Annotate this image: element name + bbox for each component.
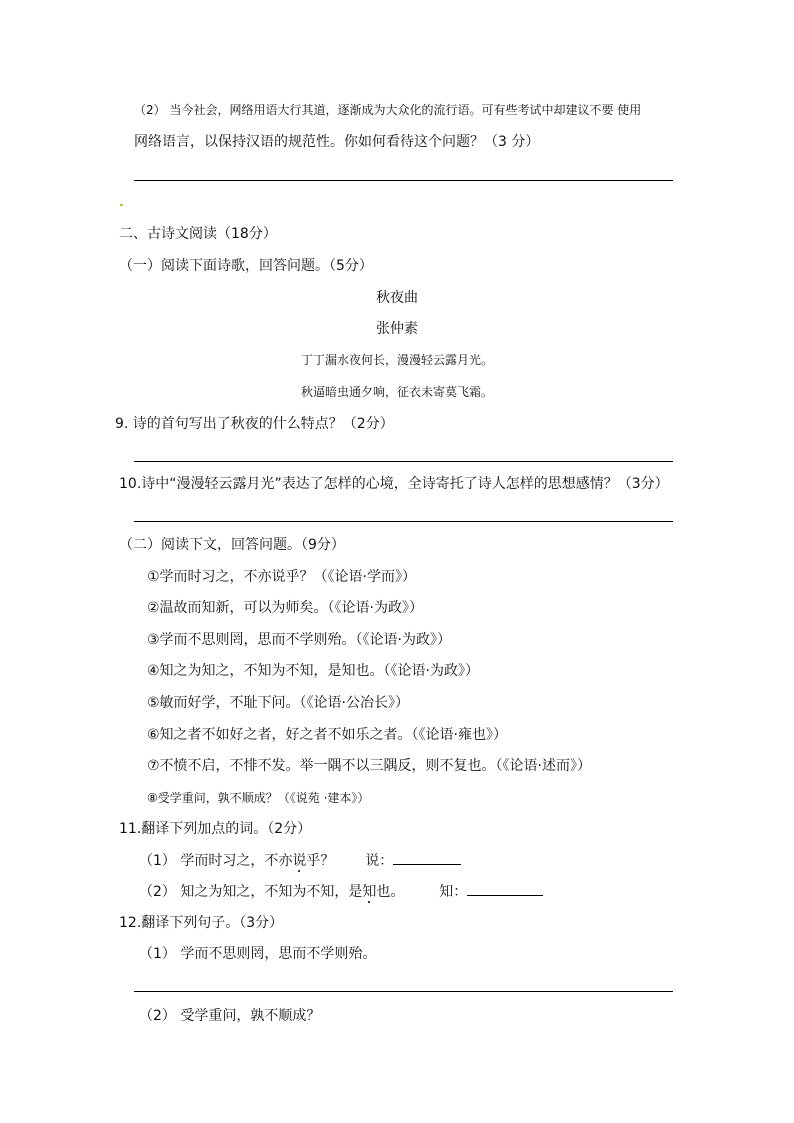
question-10: 10.诗中“漫漫轻云露月光”表达了怎样的心境，全诗寄托了诗人怎样的思想感情？（3分） [119, 476, 669, 492]
q11-sub1-blank[interactable] [393, 850, 461, 865]
quote-item-1: ①学而时习之，不亦说乎？（《论语·学而》） [147, 569, 416, 585]
reading-instruction: （二）阅读下文，回答问题。（9分） [119, 537, 345, 553]
question-9: 9. 诗的首句写出了秋夜的什么特点？（2分） [115, 416, 394, 432]
dotted-char-shuo: 说 [292, 853, 307, 869]
q11-sub1-label: 说： [365, 853, 394, 869]
q8-2-line1: （2） 当今社会，网络用语大行其道，逐渐成为大众化的流行语。可有些考试中却建议不要 使用 [134, 103, 642, 117]
quote-item-6: ⑥知之者不如好之者，好之者不如乐之者。（《论语·雍也》） [147, 727, 507, 743]
poem-title: 秋夜曲 [376, 290, 418, 306]
answer-line-q12-1[interactable] [134, 991, 673, 992]
quote-item-4: ④知之为知之，不知为不知，是知也。（《论语·为政》） [147, 663, 479, 679]
stray-mark [120, 204, 123, 206]
answer-line-q8-2[interactable] [134, 180, 673, 181]
q12-sub2: （2） 受学重问，孰不顺成？ [139, 1008, 321, 1024]
poem-author: 张仲素 [376, 321, 418, 337]
q11-sub2: （2） 知之为知之，不知为不知，是知也。 知： [139, 881, 543, 902]
question-11: 11.翻译下列加点的词。（2分） [119, 821, 312, 837]
answer-line-q9[interactable] [134, 461, 673, 462]
quote-item-3: ③学而不思则罔，思而不学则殆。（《论语·为政》） [147, 632, 451, 648]
section2-title: 二、古诗文阅读（18分） [119, 226, 277, 242]
poem-line-2: 秋逼暗虫通夕响，征衣未寄莫飞霜。 [300, 385, 493, 399]
poem-line-1: 丁丁漏水夜何长，漫漫轻云露月光。 [300, 353, 493, 367]
quote-item-8: ⑧受学重问，孰不顺成？（《说苑 ·建本》） [147, 791, 370, 805]
dotted-char-zhi: 知 [362, 884, 377, 900]
quote-item-2: ②温故而知新，可以为师矣。（《论语·为政》） [147, 600, 423, 616]
q11-sub2-label: 知： [439, 884, 468, 900]
poem-instruction: （一）阅读下面诗歌，回答问题。（5分） [119, 258, 373, 274]
q8-2-line2: 网络语言，以保持汉语的规范性。你如何看待这个问题？（3 分） [134, 134, 540, 150]
quote-item-7: ⑦不愤不启，不悱不发。举一隅不以三隅反，则不复也。（《论语·述而》） [147, 758, 591, 774]
q11-sub2-blank[interactable] [467, 881, 543, 896]
q12-sub1: （1） 学而不思则罔，思而不学则殆。 [139, 946, 377, 962]
question-12: 12.翻译下列句子。（3分） [119, 915, 284, 931]
quote-item-5: ⑤敏而好学，不耻下问。（《论语·公冶长》） [147, 695, 409, 711]
q11-sub1: （1） 学而时习之，不亦说乎？ 说： [139, 850, 461, 871]
answer-line-q10[interactable] [134, 521, 673, 522]
